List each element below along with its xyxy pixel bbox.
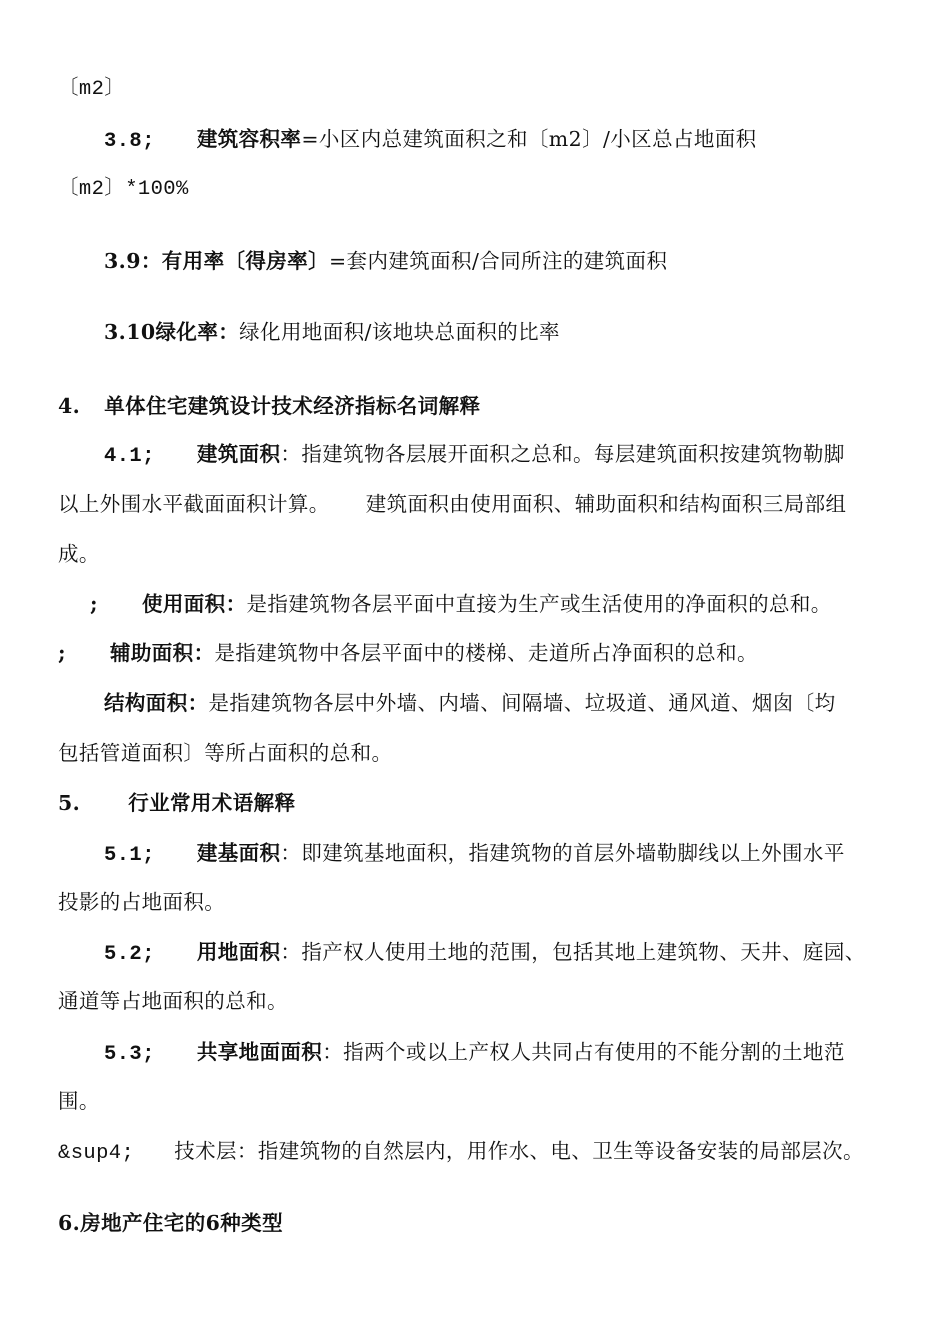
section-number: 4.: [58, 394, 81, 418]
term-label: 建基面积: [196, 841, 281, 865]
clause-number: 5.1;: [104, 844, 155, 867]
text-line: 围。: [58, 1089, 100, 1113]
term-definition: ：即建筑基地面积，指建筑物的首层外墙勒脚线以上外围水平: [280, 841, 845, 865]
clause-5-3: [104, 1038, 845, 1069]
term-definition: ：指产权人使用土地的范围，包括其地上建筑物、天井、庭园、: [280, 940, 866, 964]
term-label: 使用面积：: [141, 592, 247, 616]
clause-technical-floor: [58, 1137, 864, 1168]
clause-4-1: [104, 440, 845, 471]
text-line: 〔m2〕*100%: [58, 178, 189, 201]
clause-number: 5.3;: [104, 1043, 155, 1066]
term-definition: ：指建筑物各层展开面积之总和。每层建筑面积按建筑物勒脚: [280, 442, 845, 466]
term-definition: 是指建筑物各层平面中直接为生产或生活使用的净面积的总和。: [246, 592, 832, 616]
sub-item-auxiliary-area: [58, 639, 758, 667]
term-definition: ：指两个或以上产权人共同占有使用的不能分割的土地范: [322, 1040, 845, 1064]
section-title: 行业常用术语解释: [128, 791, 296, 815]
text-line: 包括管道面积〕等所占面积的总和。: [58, 741, 393, 765]
clause-number: &sup4;: [58, 1142, 135, 1165]
term-label: 共享地面面积: [196, 1040, 323, 1064]
sub-item-usable-area: [90, 590, 832, 618]
text-line: 通道等占地面积的总和。: [58, 989, 288, 1013]
term-label: 建筑容积率: [196, 127, 302, 151]
term-label: 辅助面积：: [109, 641, 215, 665]
term-label: 3.10绿化率：: [104, 320, 240, 344]
term-definition: =套内建筑面积/合同所注的建筑面积: [328, 249, 668, 273]
term-label: 3.9：有用率〔得房率〕: [104, 249, 329, 273]
clause-number: 5.2;: [104, 943, 155, 966]
text-line: 〔m2〕: [58, 78, 126, 101]
term-definition: =小区内总建筑面积之和〔m2〕/小区总占地面积: [301, 127, 757, 151]
text-line: 投影的占地面积。: [58, 890, 226, 914]
sub-item-structural-area: [104, 689, 836, 717]
term-definition: 是指建筑物中各层平面中的楼梯、走道所占净面积的总和。: [214, 641, 758, 665]
clause-number: 3.8;: [104, 130, 155, 153]
list-marker: ;: [58, 641, 66, 665]
clause-5-2: [104, 938, 866, 969]
section-heading-5: [58, 789, 295, 817]
term-definition: 绿化用地面积/该地块总面积的比率: [239, 320, 560, 344]
term-label: 结构面积：: [104, 691, 209, 715]
term-label: 建筑面积: [196, 442, 281, 466]
section-number: 5.: [58, 791, 81, 815]
term-definition: 是指建筑物各层中外墙、内墙、间隔墙、垃圾道、通风道、烟囱〔均: [208, 691, 836, 715]
clause-number: 4.1;: [104, 445, 155, 468]
term-definition: 技术层：指建筑物的自然层内，用作水、电、卫生等设备安装的局部层次。: [174, 1139, 864, 1163]
clause-3-9: [104, 247, 667, 275]
text-segment: 以上外围水平截面面积计算。: [58, 492, 330, 516]
text-line: 成。: [58, 542, 100, 566]
list-marker: ;: [90, 592, 98, 616]
section-heading-6: 6.房地产住宅的6种类型: [58, 1211, 283, 1235]
section-heading-4: [58, 392, 480, 420]
text-segment: 建筑面积由使用面积、辅助面积和结构面积三局部组: [365, 492, 847, 516]
section-title: 单体住宅建筑设计技术经济指标名词解释: [104, 394, 481, 418]
clause-3-8: [104, 125, 757, 156]
text-line: [58, 490, 846, 518]
clause-5-1: [104, 839, 845, 870]
term-label: 用地面积: [196, 940, 281, 964]
clause-3-10: [104, 318, 560, 346]
